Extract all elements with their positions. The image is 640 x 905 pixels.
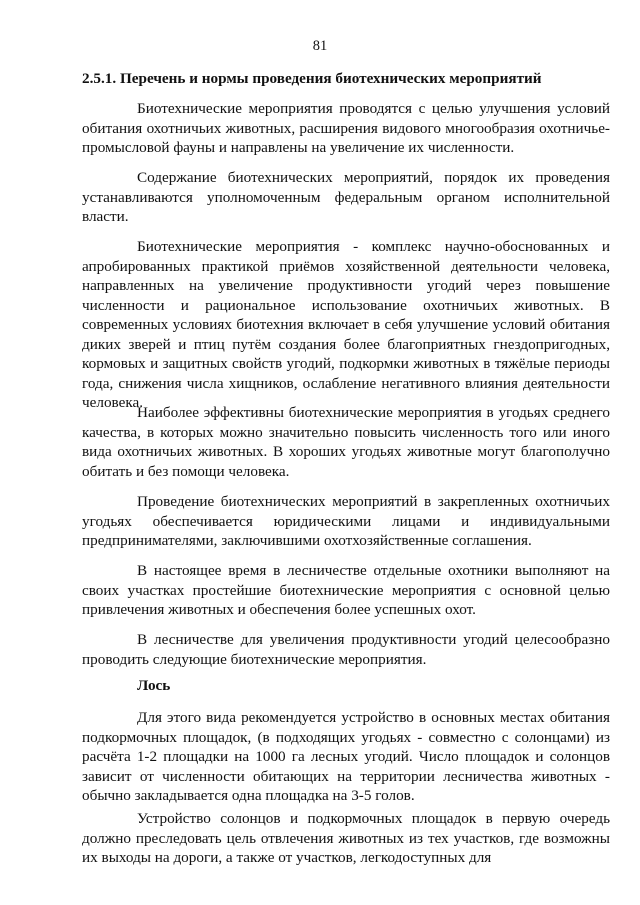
paragraph: В настоящее время в лесничестве отдельные охотники выполняют на своих участках простейшие биотехнические мероприятия с основной целью привлечения животных и обеспечения более успешных охот. (82, 562, 610, 618)
section-heading: 2.5.1. Перечень и нормы проведения биотехнических мероприятий (82, 70, 542, 87)
paragraph: Биотехнические мероприятия - комплекс научно-обоснованных и апробированных практикой приёмов хозяйственной деятельности человека, направленных на увеличение продуктивности угодий через повышение численности и рациональное использование охотничьих животных. В современных условиях биотехния включает в себя улучшение условий обитания диких зверей и птиц путём создания более благоприятных гнездопригодных, кормовых и защитных свойств угодий, подкормки животных в тяжёлые периоды года, снижения числа хищников, ослабление негативного влияния деятельности человека. (82, 238, 610, 411)
paragraph: Для этого вида рекомендуется устройство в основных местах обитания подкормочных площадок, (в подходящих угодьях - совместно с солонцами) из расчёта 1-2 площадки на 1000 га лесных угодий. Число площадок и солонцов зависит от численности обитающих на территории лесничества животных - обычно закладывается одна площадка на 3-5 голов. (82, 709, 610, 804)
subheading-elk: Лось (137, 677, 171, 694)
paragraph: Содержание биотехнических мероприятий, порядок их проведения устанавливаются уполномоченным федеральным органом исполнительной власти. (82, 169, 610, 225)
paragraph: В лесничестве для увеличения продуктивности угодий целесообразно проводить следующие биотехнические мероприятия. (82, 631, 610, 668)
paragraph: Наиболее эффективны биотехнические мероприятия в угодьях среднего качества, в которых можно значительно повысить численность того или иного вида охотничьих животных. В хороших угодьях животные могут благополучно обитать и без помощи человека. (82, 404, 610, 480)
paragraph: Устройство солонцов и подкормочных площадок в первую очередь должно преследовать цель отвлечения животных из тех участков, где возможны их выходы на дороги, а также от участков, легкодоступных для (82, 810, 610, 866)
paragraph: Биотехнические мероприятия проводятся с целью улучшения условий обитания охотничьих животных, расширения видового многообразия охотничье-промысловой фауны и направлены на увеличение их численности. (82, 100, 610, 156)
paragraph: Проведение биотехнических мероприятий в закрепленных охотничьих угодьях обеспечивается юридическими лицами и индивидуальными предпринимателями, заключившими охотхозяйственные соглашения. (82, 493, 610, 549)
page-number: 81 (312, 38, 328, 54)
